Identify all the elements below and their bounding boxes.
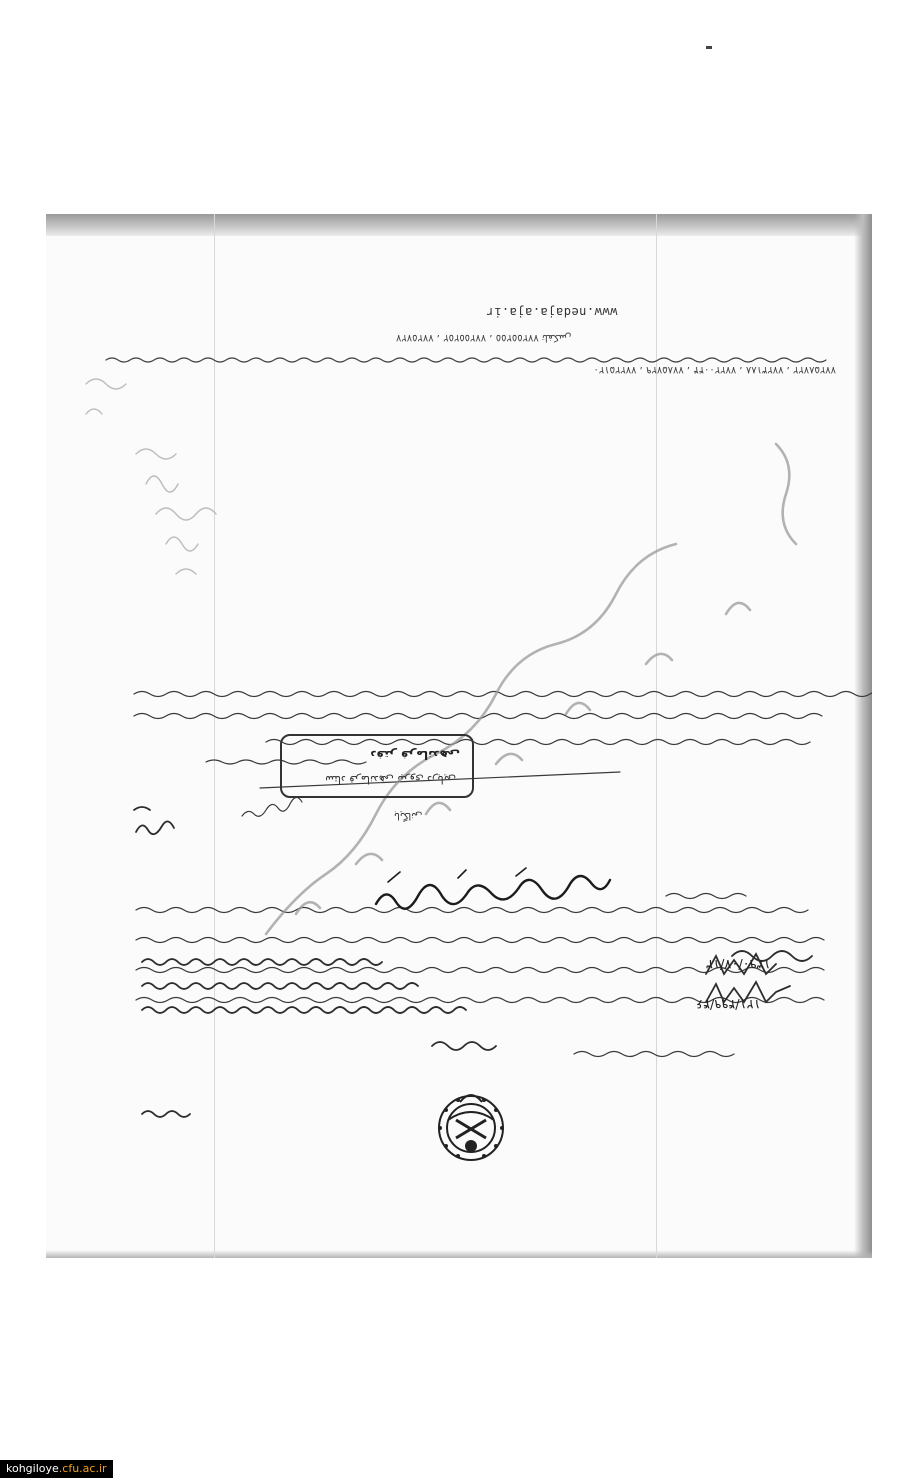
letterhead-website: www.nedaja.aja.ir [486,305,618,319]
letter-number: ۱۲۱/۴۹۹/۴۶ [696,996,761,1011]
scanned-letter [46,214,872,1258]
letter-date: ۱۳۹۰/۰۷/۱۳ [706,956,771,971]
stamp-line-1: ستاد فرماندهی نیروی دریایی [325,773,456,786]
letterhead-address: ۷۷۲۵۸۷۲۲ ، ۷۷۲۳۱۸۸ ، ۷۷۲۲۰۰۴۴ ، ۷۷۸۵۷۲۹ ، ۷۷۲۲۵۱۲۰ [593,364,836,375]
stamp-subline: بایگانی [394,810,423,821]
letterhead-phones: ٧٧٢٥٧٢٧ ، ٧٧٢٥٥٢٥٢ ، ٧٧٢٥٥٢٥٥ تلفکس [396,332,572,343]
site-watermark [0,1460,113,1478]
office-stamp [280,734,474,798]
navy-emblem-icon [426,1080,516,1170]
stamp-line-2: دفتر فرماندهی [370,748,460,762]
watermark-domain: .cfu.ac.ir [58,1462,107,1475]
watermark-prefix: kohgiloye [6,1462,59,1475]
scan-speck [706,46,712,49]
